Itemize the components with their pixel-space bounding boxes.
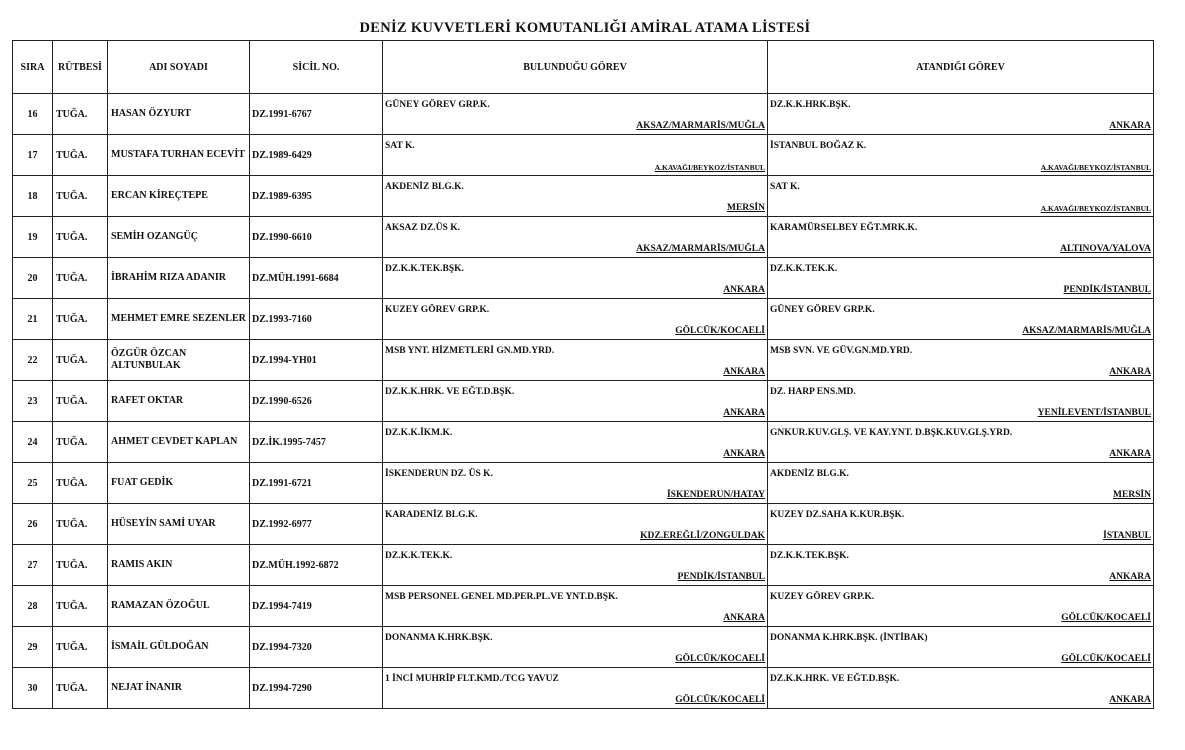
cell-ad-soyad: MEHMET EMRE SEZENLER [108, 299, 250, 340]
cell-bulundugu-gorev [383, 586, 768, 627]
atandigi-gorev-name: DZ.K.K.TEK.K. [770, 264, 838, 274]
cell-rutbe: TUĞA. [53, 504, 108, 545]
table-row [13, 504, 1154, 545]
bulundugu-gorev-location: PENDİK/İSTANBUL [677, 572, 765, 582]
cell-sicil: DZ.1994-7290 [250, 668, 383, 709]
atandigi-gorev-name: KARAMÜRSELBEY EĞT.MRK.K. [770, 223, 918, 233]
cell-rutbe: TUĞA. [53, 668, 108, 709]
page-title: DENİZ KUVVETLERİ KOMUTANLIĞI AMİRAL ATAMA LİSTESİ [359, 20, 811, 36]
bulundugu-gorev-name: KUZEY GÖREV GRP.K. [385, 305, 490, 315]
bulundugu-gorev-location: GÖLCÜK/KOCAELİ [675, 654, 765, 664]
cell-sicil: DZ.MÜH.1991-6684 [250, 258, 383, 299]
bulundugu-gorev-name: DONANMA K.HRK.BŞK. [385, 633, 493, 643]
bulundugu-gorev-location: ANKARA [723, 367, 765, 377]
table-row [13, 340, 1154, 381]
cell-atandigi-gorev [768, 627, 1154, 668]
atandigi-gorev-name: GNKUR.KUV.GLŞ. VE KAY.YNT. D.BŞK.KUV.GLŞ.YRD. [770, 428, 1013, 438]
bulundugu-gorev-location: KDZ.EREĞLİ/ZONGULDAK [640, 531, 765, 541]
atandigi-gorev-name: KUZEY DZ.SAHA K.KUR.BŞK. [770, 510, 905, 520]
cell-sicil: DZ.1990-6526 [250, 381, 383, 422]
cell-sira: 27 [13, 545, 53, 586]
cell-ad-soyad: ERCAN KİREÇTEPE [108, 176, 250, 217]
bulundugu-gorev-location: ANKARA [723, 613, 765, 623]
cell-sira: 28 [13, 586, 53, 627]
table-row [13, 463, 1154, 504]
cell-rutbe: TUĞA. [53, 545, 108, 586]
atandigi-gorev-location: ANKARA [1109, 572, 1151, 582]
bulundugu-gorev-location: AKSAZ/MARMARİS/MUĞLA [636, 121, 765, 131]
table-row [13, 94, 1154, 135]
atandigi-gorev-location: ANKARA [1109, 121, 1151, 131]
atandigi-gorev-location: PENDİK/İSTANBUL [1063, 285, 1151, 295]
cell-rutbe: TUĞA. [53, 258, 108, 299]
bulundugu-gorev-location: A.KAVAĞI/BEYKOZ/İSTANBUL [654, 163, 765, 172]
cell-rutbe: TUĞA. [53, 94, 108, 135]
cell-ad-soyad: MUSTAFA TURHAN ECEVİT [108, 135, 250, 176]
cell-atandigi-gorev [768, 586, 1154, 627]
cell-atandigi-gorev [768, 422, 1154, 463]
cell-sira: 21 [13, 299, 53, 340]
cell-ad-soyad: İSMAİL GÜLDOĞAN [108, 627, 250, 668]
cell-ad-soyad: HASAN ÖZYURT [108, 94, 250, 135]
cell-atandigi-gorev [768, 135, 1154, 176]
atandigi-gorev-location: ANKARA [1109, 695, 1151, 705]
header-ad-soyad: ADI SOYADI [108, 41, 250, 94]
cell-bulundugu-gorev [383, 668, 768, 709]
bulundugu-gorev-name: DZ.K.K.İKM.K. [385, 428, 453, 438]
table-row [13, 586, 1154, 627]
cell-rutbe: TUĞA. [53, 176, 108, 217]
atandigi-gorev-name: GÜNEY GÖREV GRP.K. [770, 305, 875, 315]
cell-sira: 23 [13, 381, 53, 422]
bulundugu-gorev-name: MSB PERSONEL GENEL MD.PER.PL.VE YNT.D.BŞK. [385, 592, 618, 602]
cell-ad-soyad: RAFET OKTAR [108, 381, 250, 422]
table-row [13, 135, 1154, 176]
bulundugu-gorev-name: MSB YNT. HİZMETLERİ GN.MD.YRD. [385, 346, 555, 356]
atandigi-gorev-location: ALTINOVA/YALOVA [1060, 244, 1151, 254]
cell-bulundugu-gorev [383, 463, 768, 504]
atandigi-gorev-location: GÖLCÜK/KOCAELİ [1061, 613, 1151, 623]
table-row [13, 381, 1154, 422]
cell-atandigi-gorev [768, 668, 1154, 709]
atandigi-gorev-location: YENİLEVENT/İSTANBUL [1037, 408, 1151, 418]
cell-ad-soyad: SEMİH OZANGÜÇ [108, 217, 250, 258]
header-bulundugu-gorev: BULUNDUĞU GÖREV [383, 41, 768, 94]
atandigi-gorev-location: A.KAVAĞI/BEYKOZ/İSTANBUL [1040, 204, 1151, 213]
cell-atandigi-gorev [768, 176, 1154, 217]
cell-rutbe: TUĞA. [53, 340, 108, 381]
cell-sicil: DZ.1991-6767 [250, 94, 383, 135]
atandigi-gorev-name: DONANMA K.HRK.BŞK. (İNTİBAK) [770, 633, 928, 643]
cell-rutbe: TUĞA. [53, 586, 108, 627]
atandigi-gorev-name: KUZEY GÖREV GRP.K. [770, 592, 875, 602]
cell-bulundugu-gorev [383, 545, 768, 586]
header-sicil: SİCİL NO. [250, 41, 383, 94]
cell-bulundugu-gorev [383, 627, 768, 668]
bulundugu-gorev-name: SAT K. [385, 141, 415, 151]
cell-atandigi-gorev [768, 299, 1154, 340]
cell-bulundugu-gorev [383, 504, 768, 545]
cell-bulundugu-gorev [383, 217, 768, 258]
atandigi-gorev-name: DZ.K.K.TEK.BŞK. [770, 551, 849, 561]
atandigi-gorev-location: AKSAZ/MARMARİS/MUĞLA [1022, 326, 1151, 336]
bulundugu-gorev-location: ANKARA [723, 449, 765, 459]
bulundugu-gorev-name: DZ.K.K.TEK.BŞK. [385, 264, 464, 274]
cell-sicil: DZ.1994-7419 [250, 586, 383, 627]
atandigi-gorev-name: DZ.K.K.HRK. VE EĞT.D.BŞK. [770, 674, 900, 684]
cell-sicil: DZ.1989-6429 [250, 135, 383, 176]
bulundugu-gorev-name: 1 İNCİ MUHRİP FLT.KMD./TCG YAVUZ [385, 674, 559, 684]
cell-sicil: DZ.1992-6977 [250, 504, 383, 545]
cell-sira: 22 [13, 340, 53, 381]
cell-sira: 16 [13, 94, 53, 135]
bulundugu-gorev-location: ANKARA [723, 285, 765, 295]
cell-sira: 29 [13, 627, 53, 668]
atandigi-gorev-name: SAT K. [770, 182, 800, 192]
table-row [13, 627, 1154, 668]
bulundugu-gorev-location: GÖLCÜK/KOCAELİ [675, 326, 765, 336]
cell-sira: 18 [13, 176, 53, 217]
cell-atandigi-gorev [768, 545, 1154, 586]
bulundugu-gorev-location: GÖLCÜK/KOCAELİ [675, 695, 765, 705]
cell-ad-soyad: HÜSEYİN SAMİ UYAR [108, 504, 250, 545]
bulundugu-gorev-name: AKSAZ DZ.ÜS K. [385, 223, 460, 233]
cell-bulundugu-gorev [383, 94, 768, 135]
cell-ad-soyad: ÖZGÜR ÖZCAN ALTUNBULAK [108, 340, 250, 381]
atandigi-gorev-name: İSTANBUL BOĞAZ K. [770, 141, 867, 151]
cell-sira: 20 [13, 258, 53, 299]
cell-rutbe: TUĞA. [53, 135, 108, 176]
atandigi-gorev-name: DZ. HARP ENS.MD. [770, 387, 856, 397]
cell-rutbe: TUĞA. [53, 627, 108, 668]
cell-sicil: DZ.1989-6395 [250, 176, 383, 217]
cell-atandigi-gorev [768, 463, 1154, 504]
cell-ad-soyad: NEJAT İNANIR [108, 668, 250, 709]
cell-sicil: DZ.1990-6610 [250, 217, 383, 258]
atandigi-gorev-name: AKDENİZ BLG.K. [770, 469, 849, 479]
table-row [13, 545, 1154, 586]
cell-bulundugu-gorev [383, 340, 768, 381]
cell-atandigi-gorev [768, 258, 1154, 299]
cell-bulundugu-gorev [383, 422, 768, 463]
cell-ad-soyad: FUAT GEDİK [108, 463, 250, 504]
cell-sicil: DZ.1993-7160 [250, 299, 383, 340]
cell-rutbe: TUĞA. [53, 299, 108, 340]
cell-sira: 25 [13, 463, 53, 504]
atandigi-gorev-location: GÖLCÜK/KOCAELİ [1061, 654, 1151, 664]
cell-bulundugu-gorev [383, 258, 768, 299]
bulundugu-gorev-name: DZ.K.K.HRK. VE EĞT.D.BŞK. [385, 387, 515, 397]
atama-table [12, 40, 1154, 709]
cell-atandigi-gorev [768, 94, 1154, 135]
table-row [13, 668, 1154, 709]
atandigi-gorev-location: ANKARA [1109, 367, 1151, 377]
table-row [13, 299, 1154, 340]
atandigi-gorev-location: ANKARA [1109, 449, 1151, 459]
cell-atandigi-gorev [768, 217, 1154, 258]
table-row [13, 422, 1154, 463]
header-rutbe: RÜTBESİ [53, 41, 108, 94]
bulundugu-gorev-location: ANKARA [723, 408, 765, 418]
atandigi-gorev-location: MERSİN [1112, 490, 1151, 500]
cell-sicil: DZ.1991-6721 [250, 463, 383, 504]
cell-sicil: DZ.İK.1995-7457 [250, 422, 383, 463]
cell-sira: 17 [13, 135, 53, 176]
cell-bulundugu-gorev [383, 299, 768, 340]
cell-rutbe: TUĞA. [53, 381, 108, 422]
atandigi-gorev-location: A.KAVAĞI/BEYKOZ/İSTANBUL [1040, 163, 1151, 172]
atandigi-gorev-name: DZ.K.K.HRK.BŞK. [770, 100, 851, 110]
table-row [13, 176, 1154, 217]
cell-bulundugu-gorev [383, 381, 768, 422]
bulundugu-gorev-location: İSKENDERUN/HATAY [666, 490, 765, 500]
bulundugu-gorev-location: AKSAZ/MARMARİS/MUĞLA [636, 244, 765, 254]
cell-ad-soyad: RAMIS AKIN [108, 545, 250, 586]
table-header-row [13, 41, 1154, 94]
cell-ad-soyad: AHMET CEVDET KAPLAN [108, 422, 250, 463]
cell-rutbe: TUĞA. [53, 422, 108, 463]
bulundugu-gorev-name: GÜNEY GÖREV GRP.K. [385, 100, 490, 110]
cell-bulundugu-gorev [383, 135, 768, 176]
cell-bulundugu-gorev [383, 176, 768, 217]
bulundugu-gorev-name: DZ.K.K.TEK.K. [385, 551, 453, 561]
cell-sicil: DZ.1994-7320 [250, 627, 383, 668]
cell-sira: 30 [13, 668, 53, 709]
cell-atandigi-gorev [768, 504, 1154, 545]
cell-rutbe: TUĞA. [53, 463, 108, 504]
cell-sira: 19 [13, 217, 53, 258]
table-row [13, 258, 1154, 299]
table-row [13, 217, 1154, 258]
bulundugu-gorev-name: AKDENİZ BLG.K. [385, 182, 464, 192]
cell-atandigi-gorev [768, 381, 1154, 422]
header-atandigi-gorev: ATANDIĞI GÖREV [768, 41, 1154, 94]
cell-ad-soyad: İBRAHİM RIZA ADANIR [108, 258, 250, 299]
cell-ad-soyad: RAMAZAN ÖZOĞUL [108, 586, 250, 627]
bulundugu-gorev-name: İSKENDERUN DZ. ÜS K. [385, 469, 493, 479]
cell-rutbe: TUĞA. [53, 217, 108, 258]
cell-sicil: DZ.MÜH.1992-6872 [250, 545, 383, 586]
cell-sicil: DZ.1994-YH01 [250, 340, 383, 381]
atandigi-gorev-name: MSB SVN. VE GÜV.GN.MD.YRD. [770, 346, 913, 356]
header-sira: SIRA [13, 41, 53, 94]
bulundugu-gorev-location: MERSİN [726, 203, 765, 213]
cell-atandigi-gorev [768, 340, 1154, 381]
cell-sira: 24 [13, 422, 53, 463]
cell-sira: 26 [13, 504, 53, 545]
bulundugu-gorev-name: KARADENİZ BLG.K. [385, 510, 478, 520]
atandigi-gorev-location: İSTANBUL [1103, 531, 1151, 541]
